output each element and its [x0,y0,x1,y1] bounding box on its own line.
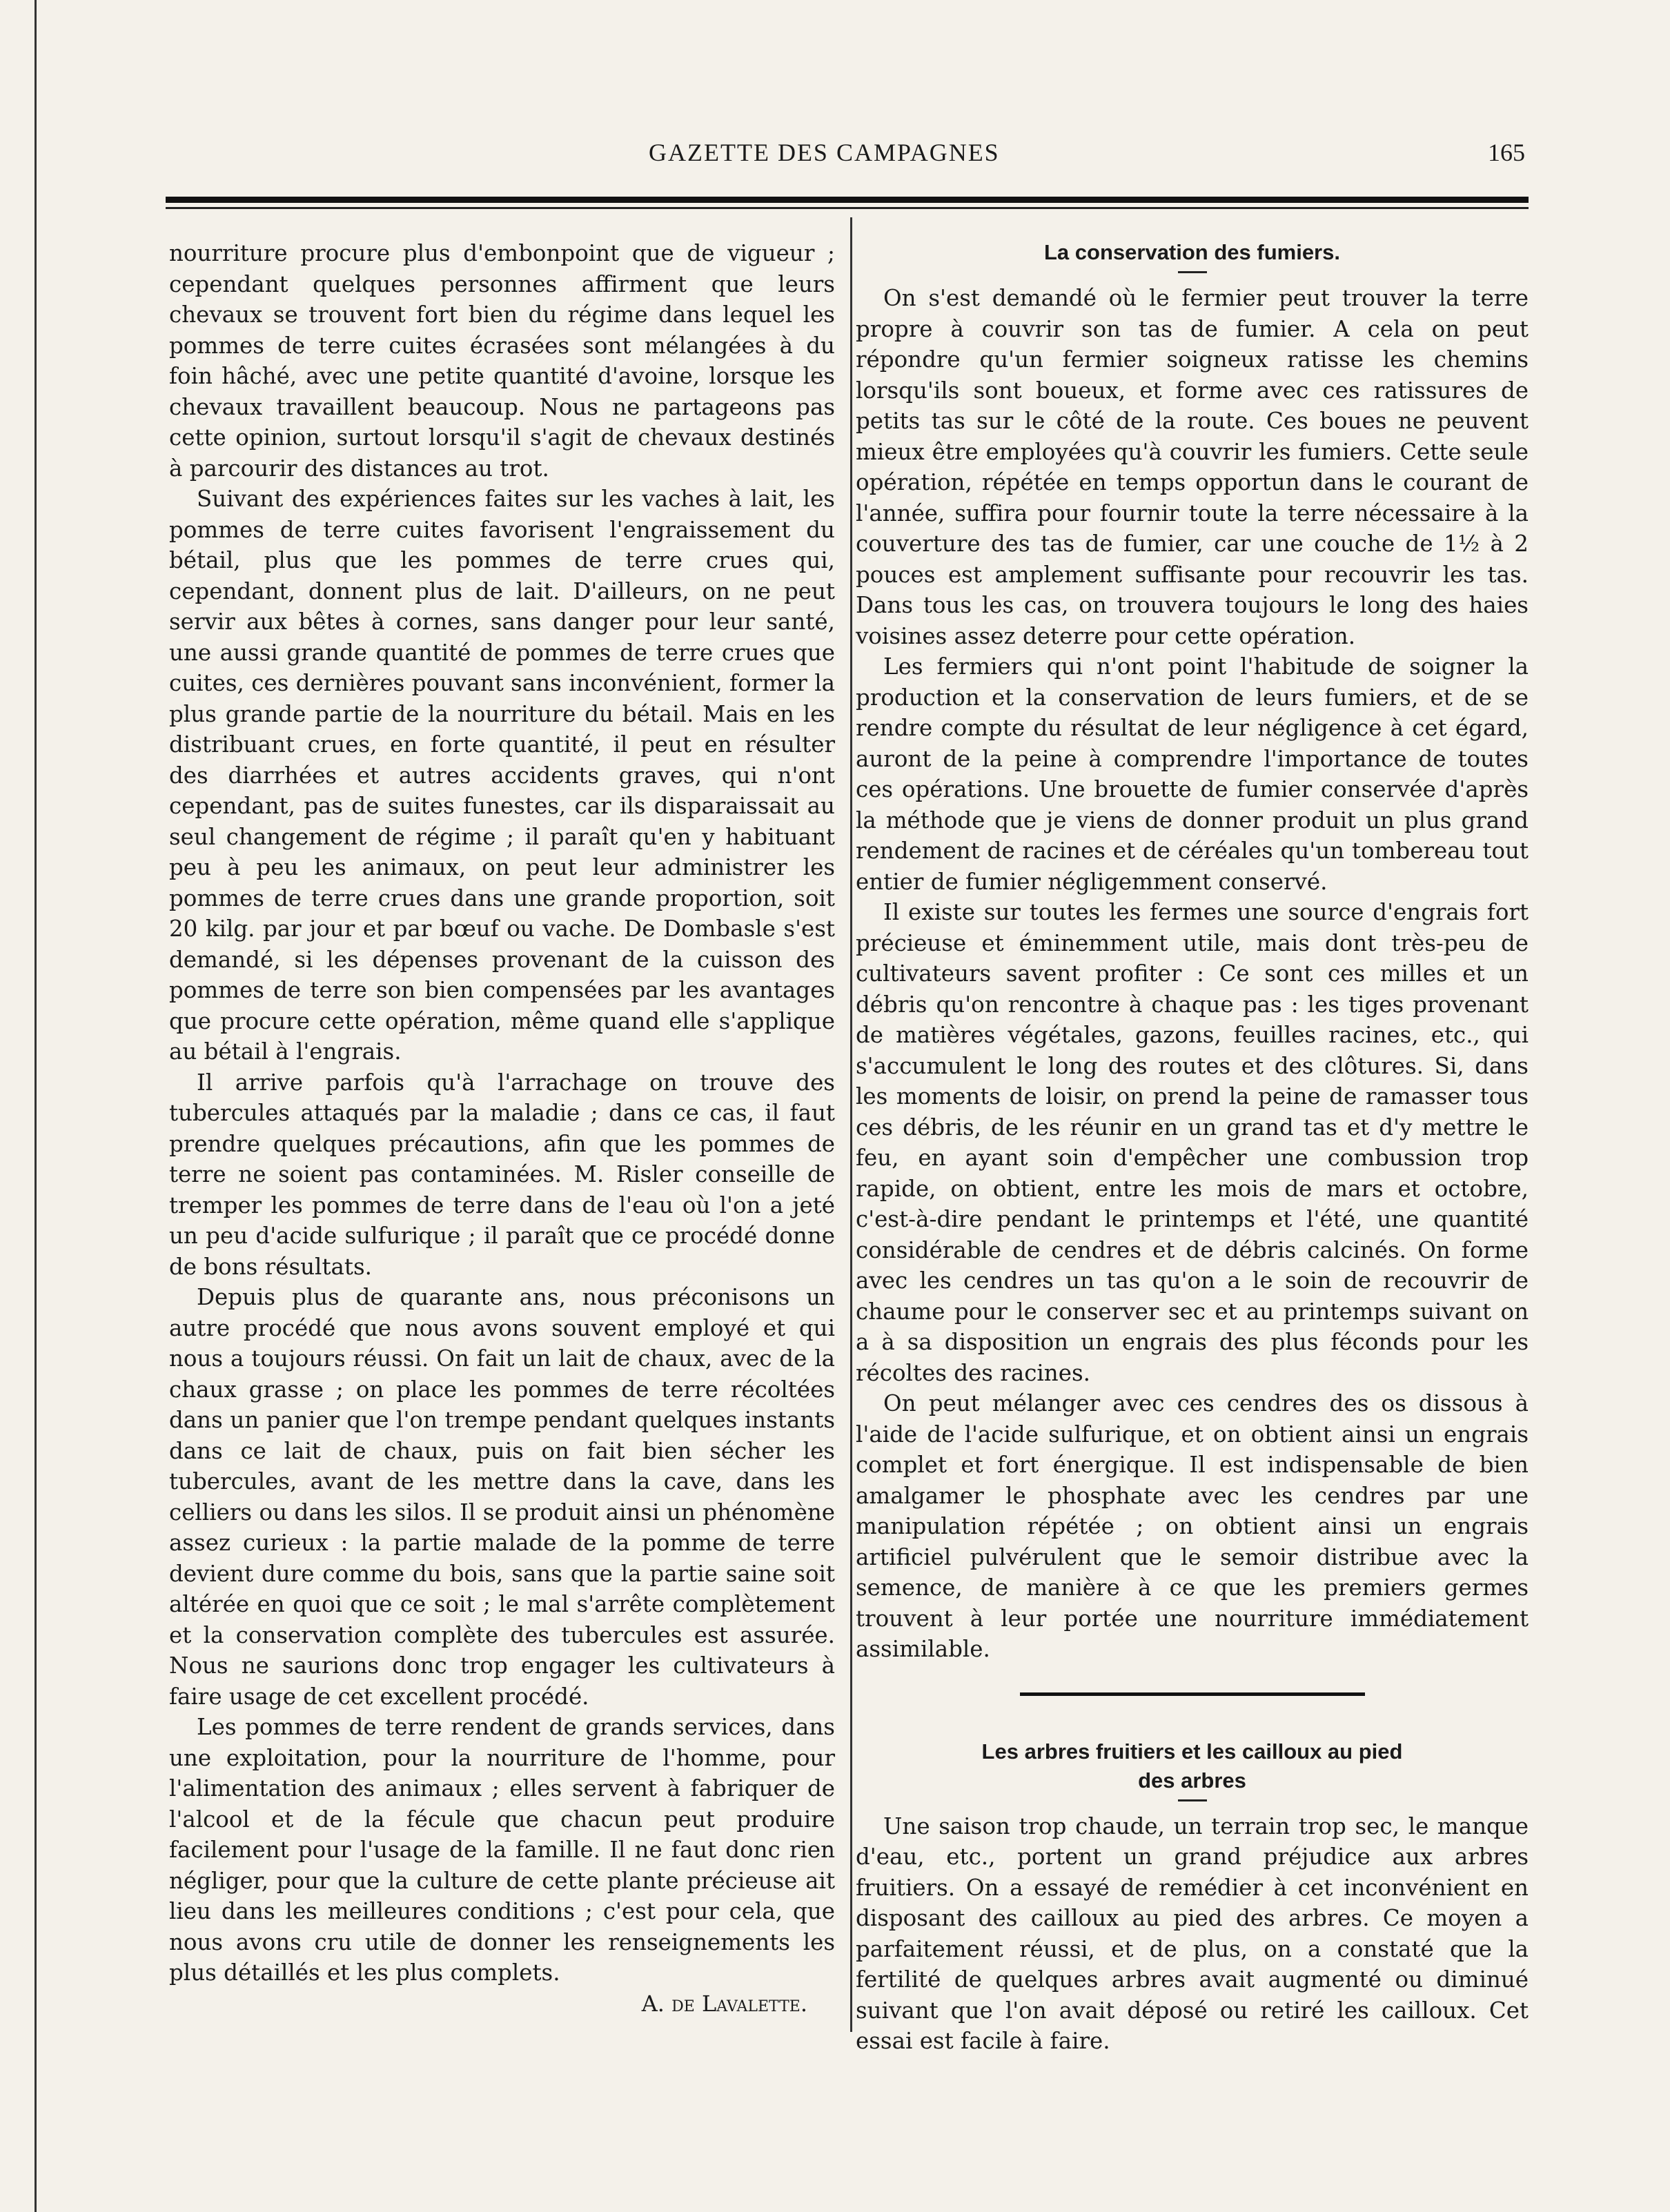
header-rule-thick [166,197,1529,203]
page-header [166,138,1525,179]
article-title-arbres-line2: des arbres [1138,1768,1246,1793]
right-paragraph: Une saison trop chaude, un terrain trop sec, le manque d'eau, etc., portent un grand préjudice aux arbres fruitiers. On a essayé de remédier à cet inconvénient en disposant des cailloux au pied des arbres. Ce moyen a parfaitement réussi, et de plus, on a constaté que la fertilité de quelques arbres avait augmenté ou diminué suivant que l'on avait déposé ou retiré les cailloux. Cet essai est facile à faire. [856,1813,1529,2054]
right-paragraph: On peut mélanger avec ces cendres des os dissous à l'aide de l'acide sulfurique, et on obtient ainsi un engrais complet et fort énergique. Il est indispensable de bien amalgamer le phosphate avec les cendres par une manipulation répétée ; on obtient ainsi un engrais artificiel pulvérulent que le semoir distribue avec la semence, de manière à ce que les premiers germes trouvent à leur portée une nourriture immédiatement assimilable. [856,1390,1529,1662]
article-title-fumiers: La conservation des fumiers. [1044,240,1340,264]
header-rule-thin [166,207,1529,209]
page-edge-line [35,0,37,2212]
title-dash [1178,1799,1207,1801]
left-paragraph: nourriture procure plus d'embonpoint que de vigueur ; cependant quelques personnes affirment que leurs chevaux se trouvent fort bien du régime dans lequel les pommes de terre cuites écrasées sont mélangées à du foin hâché, avec une petite quantité d'avoine, lorsque les chevaux travaillent beaucoup. Nous ne partageons pas cette opinion, surtout lorsqu'il s'agit de chevaux destinés à parcourir des distances au trot. [169,240,835,482]
left-paragraph: Il arrive parfois qu'à l'arrachage on trouve des tubercules attaqués par la maladie ; dans ce cas, il faut prendre quelques précautions, afin que les pommes de terre ne soient pas contaminées. M. Risler conseille de tremper les pommes de terre dans de l'eau où l'on a jeté un peu d'acide sulfurique ; il paraît que ce procédé donne de bons résultats. [169,1069,835,1280]
right-paragraph: Il existe sur toutes les fermes une source d'engrais fort précieuse et éminemment utile, mais dont très-peu de cultivateurs savent profiter : Ce sont ces milles et un débris qu'on rencontre à chaque pas : les tiges provenant de matières végétales, gazons, feuilles racines, etc., qui s'accumulent le long des routes et des clôtures. Si, dans les moments de loisir, on prend la peine de ramasser tous ces débris, de les réunir en un grand tas et d'y mettre le feu, en ayant soin d'empêcher une combussion trop rapide, on obtient, entre les mois de mars et octobre, c'est-à-dire pendant le printemps et l'été, une quantité considérable de cendres et de débris calcinés. On forme avec les cendres un tas qu'on a le soin de recouvrir de chaume pour le conserver sec et au printemps suivant on a à sa disposition un engrais des plus féconds pour les récoltes des racines. [856,899,1529,1386]
right-column [856,238,1529,2057]
article-separator [1020,1692,1365,1696]
page-number: 165 [1488,139,1525,166]
right-paragraph: On s'est demandé où le fermier peut trouver la terre propre à couvrir son tas de fumier. A cela on peut répondre qu'un fermier soigneux ratisse les chemins lorsqu'ils sont boueux, et forme avec ces ratissures de petits tas sur le côté de la route. Ces boues ne peuvent mieux être employées qu'à couvrir les fumiers. Cette seule opération, répétée en temps opportun dans le courant de l'année, suffira pour fournir toute la terre nécessaire à la couverture des tas de fumier, car une couche de 1½ à 2 pouces est amplement suffisante pour recouvrir les tas. Dans tous les cas, on trouvera toujours le long des haies voisines assez deterre pour cette opération. [856,285,1529,649]
author-signature: A. de Lavalette. [641,1990,807,2017]
column-divider [850,217,852,2032]
left-paragraph: Les pommes de terre rendent de grands services, dans une exploitation, pour la nourriture de l'homme, pour l'alimentation des animaux ; elles servent à fabriquer de l'alcool et de la fécule que chacun peut produire facilement pour l'usage de la famille. Il ne faut donc rien négliger, pour que la culture de cette plante précieuse ait lieu dans les meilleures conditions ; c'est pour cela, que nous avons cru utile de donner les renseignements les plus détaillés et les plus complets. [169,1714,835,1986]
title-dash [1178,271,1207,273]
left-column [169,238,835,2019]
gazette-title: GAZETTE DES CAMPAGNES [649,139,1000,166]
left-paragraph: Depuis plus de quarante ans, nous préconisons un autre procédé que nous avons souvent employé et qui nous a toujours réussi. On fait un lait de chaux, avec de la chaux grasse ; on place les pommes de terre récoltées dans un panier que l'on trempe pendant quelques instants dans ce lait de chaux, puis on fait bien sécher les tubercules, avant de les mettre dans la cave, dans les celliers ou dans les silos. Il se produit ainsi un phénomène assez curieux : la partie malade de la pomme de terre devient dure comme du bois, sans que la partie saine soit altérée en quoi que ce soit ; le mal s'arrête complètement et la conservation complète des tubercules est assurée. Nous ne saurions donc trop engager les cultivateurs à faire usage de cet excellent procédé. [169,1284,835,1710]
left-paragraph: Suivant des expériences faites sur les vaches à lait, les pommes de terre cuites favorisent l'engraissement du bétail, plus que les pommes de terre crues qui, cependant, donnent plus de lait. D'ailleurs, on ne peut servir aux bêtes à cornes, sans danger pour leur santé, une aussi grande quantité de pommes de terre crues que cuites, ces dernières pouvant sans inconvénient, former la plus grande partie de la nourriture du bétail. Mais en les distribuant crues, en forte quantité, il peut en résulter des diarrhées et autres accidents graves, qui n'ont cependant, pas de suites funestes, car ils disparaissait au seul changement de régime ; il paraît qu'en y habituant peu à peu les animaux, on peut leur administrer les pommes de terre crues dans une grande proportion, soit 20 kilg. par jour et par bœuf ou vache. De Dombasle s'est demandé, si les dépenses provenant de la cuisson des pommes de terre son bien compensées par les avantages que procure cette opération, même quand elle s'applique au bétail à l'engrais. [169,486,835,1065]
article-title-arbres-line1: Les arbres fruitiers et les cailloux au pied [981,1739,1403,1764]
right-paragraph: Les fermiers qui n'ont point l'habitude de soigner la production et la conservation de leurs fumiers, et de se rendre compte du résultat de leur négligence à cet égard, auront de la peine à comprendre l'importance de toutes ces opérations. Une brouette de fumier conservée d'après la méthode que je viens de donner produit un plus grand rendement de racines et de céréales qu'un tombereau tout entier de fumier négligemment conservé. [856,653,1529,895]
